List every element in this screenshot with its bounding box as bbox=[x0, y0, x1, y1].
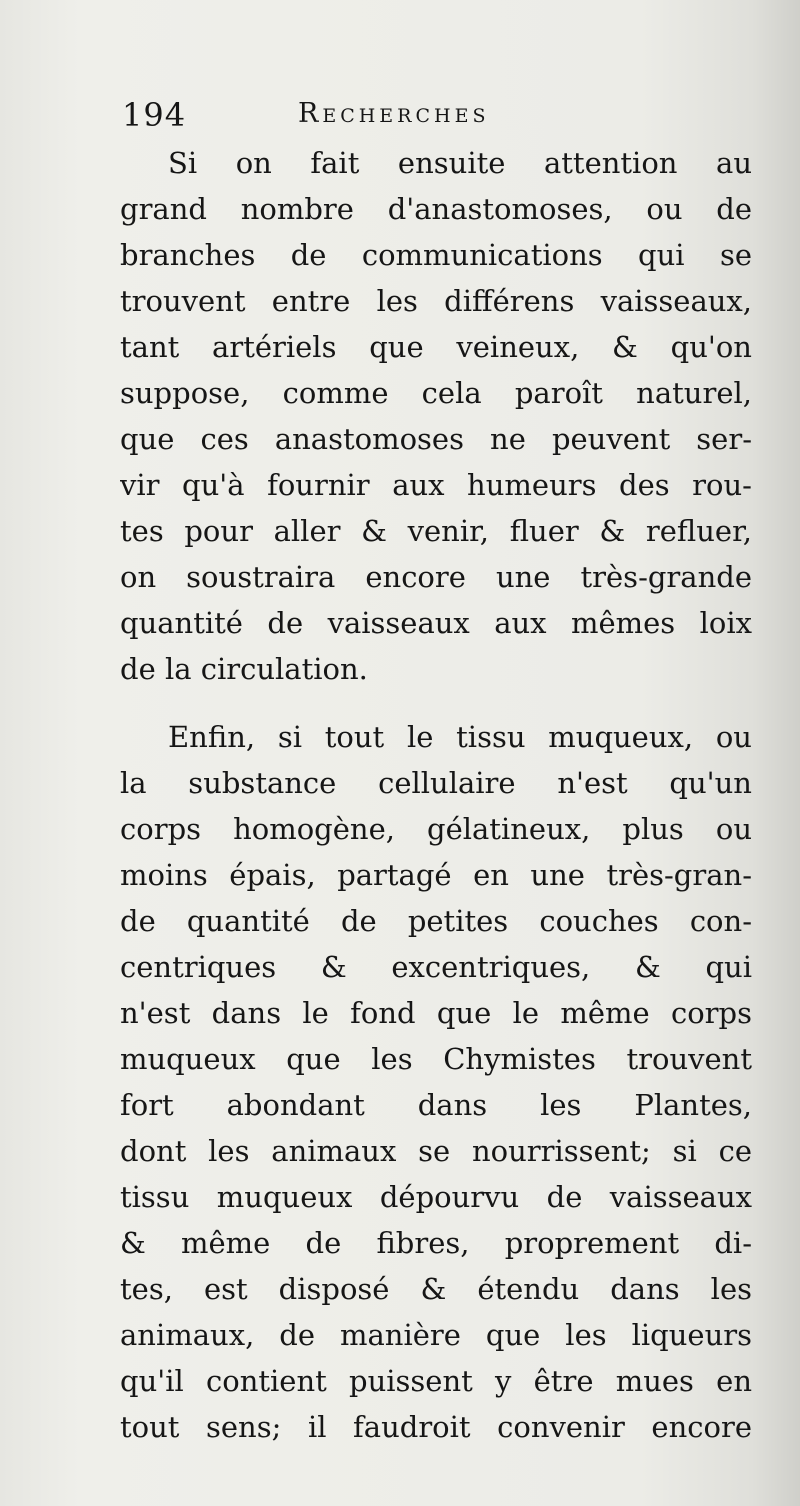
text-line: n'est dans le fond que le même corps bbox=[120, 996, 752, 1030]
paragraph-gap bbox=[120, 692, 752, 714]
text-line: tout sens; il faudroit convenir encore bbox=[120, 1410, 752, 1444]
text-line: Enfin, si tout le tissu muqueux, ou bbox=[168, 720, 752, 754]
text-line: fort abondant dans les Plantes, bbox=[120, 1088, 752, 1122]
paragraph bbox=[120, 714, 752, 1450]
text-line: & même de fibres, proprement di- bbox=[120, 1226, 752, 1260]
text-line: de la circulation. bbox=[120, 652, 368, 686]
text-line: la substance cellulaire n'est qu'un bbox=[120, 766, 752, 800]
text-line: moins épais, partagé en une très-gran- bbox=[120, 858, 752, 892]
text-line: branches de communications qui se bbox=[120, 238, 752, 272]
text-line: dont les animaux se nourrissent; si ce bbox=[120, 1134, 752, 1168]
text-line: tissu muqueux dépourvu de vaisseaux bbox=[120, 1180, 752, 1214]
text-line: corps homogène, gélatineux, plus ou bbox=[120, 812, 752, 846]
text-line: centriques & excentriques, & qui bbox=[120, 950, 752, 984]
text-line: quantité de vaisseaux aux mêmes loix bbox=[120, 606, 752, 640]
text-line: qu'il contient puissent y être mues en bbox=[120, 1364, 752, 1398]
text-line: vir qu'à fournir aux humeurs des rou- bbox=[120, 468, 752, 502]
text-line: Si on fait ensuite attention au bbox=[168, 146, 752, 180]
text-body bbox=[120, 140, 752, 1450]
running-head: Recherches bbox=[298, 98, 490, 129]
text-line: trouvent entre les différens vaisseaux, bbox=[120, 284, 752, 318]
text-line: tant artériels que veineux, & qu'on bbox=[120, 330, 752, 364]
text-line: tes pour aller & venir, fluer & refluer, bbox=[120, 514, 752, 548]
paragraph bbox=[120, 140, 752, 692]
text-line: muqueux que les Chymistes trouvent bbox=[120, 1042, 752, 1076]
text-line: de quantité de petites couches con- bbox=[120, 904, 752, 938]
text-line: suppose, comme cela paroît naturel, bbox=[120, 376, 752, 410]
text-line: tes, est disposé & étendu dans les bbox=[120, 1272, 752, 1306]
text-line: que ces anastomoses ne peuvent ser- bbox=[120, 422, 752, 456]
page-header bbox=[122, 96, 752, 136]
text-line: on soustraira encore une très-grande bbox=[120, 560, 752, 594]
text-line: grand nombre d'anastomoses, ou de bbox=[120, 192, 752, 226]
page-number: 194 bbox=[122, 96, 187, 134]
text-line: animaux, de manière que les liqueurs bbox=[120, 1318, 752, 1352]
